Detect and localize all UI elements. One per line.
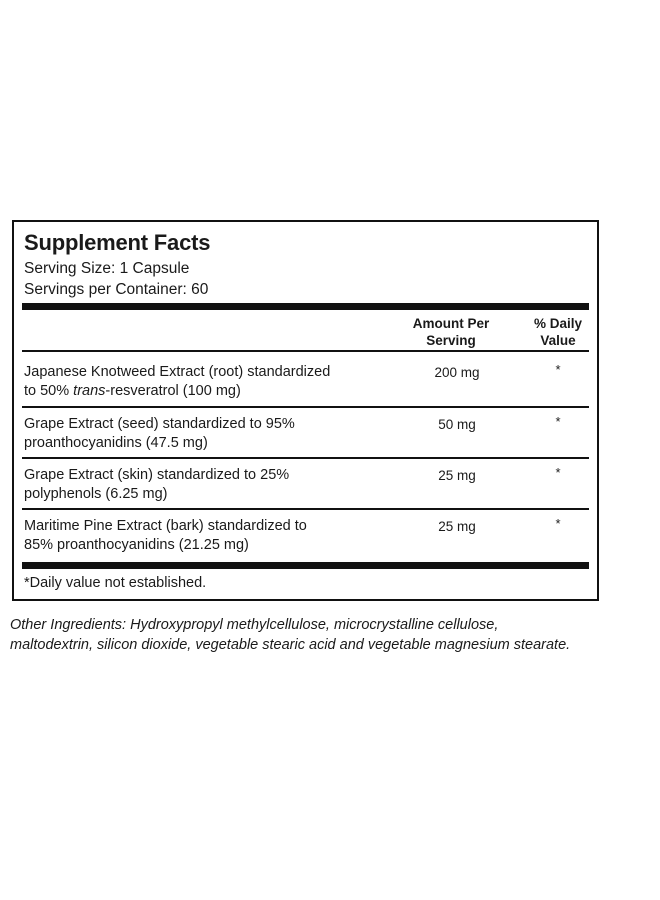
supplement-facts-panel (12, 220, 599, 601)
row-divider (22, 457, 589, 459)
ingredient-dv: * (555, 362, 561, 377)
servings-per-container: Servings per Container: 60 (24, 281, 209, 298)
serving-size: Serving Size: 1 Capsule (24, 260, 190, 277)
ingredient-amount: 50 mg (438, 417, 476, 432)
ingredient-name: Grape Extract (seed) standardized to 95% proanthocyanidins (47.5 mg) (24, 416, 295, 451)
ingredient-amount: 200 mg (434, 365, 480, 380)
header-divider (22, 350, 589, 352)
panel-title: Supplement Facts (24, 230, 211, 255)
daily-value-header (524, 315, 592, 349)
amount-header-line1: Amount Per (412, 316, 490, 331)
row-divider (22, 508, 589, 510)
bottom-thick-rule (22, 562, 589, 569)
ingredient-dv: * (555, 516, 561, 531)
footnote: *Daily value not established. (24, 575, 207, 591)
ingredient-name: Japanese Knotweed Extract (root) standardized to 50% trans-resveratrol (100 mg) (24, 364, 331, 399)
dv-header-line1: % Daily (533, 316, 583, 331)
amount-header-line2: Serving (426, 333, 476, 348)
ingredient-dv: * (555, 414, 561, 429)
ingredient-amount: 25 mg (438, 468, 476, 483)
amount-per-serving-header (402, 315, 500, 349)
ingredient-dv: * (555, 465, 561, 480)
other-ingredients: Other Ingredients: Hydroxypropyl methylcellulose, microcrystalline cellulose, maltodextrin, silicon dioxide, vegetable stearic acid and vegetable magnesium stearate. (10, 617, 571, 653)
ingredient-name: Grape Extract (skin) standardized to 25% polyphenols (6.25 mg) (24, 467, 290, 502)
dv-header-line2: Value (540, 333, 576, 348)
top-thick-rule (22, 303, 589, 310)
row-divider (22, 406, 589, 408)
ingredient-name: Maritime Pine Extract (bark) standardized to 85% proanthocyanidins (21.25 mg) (24, 518, 307, 553)
ingredient-amount: 25 mg (438, 519, 476, 534)
